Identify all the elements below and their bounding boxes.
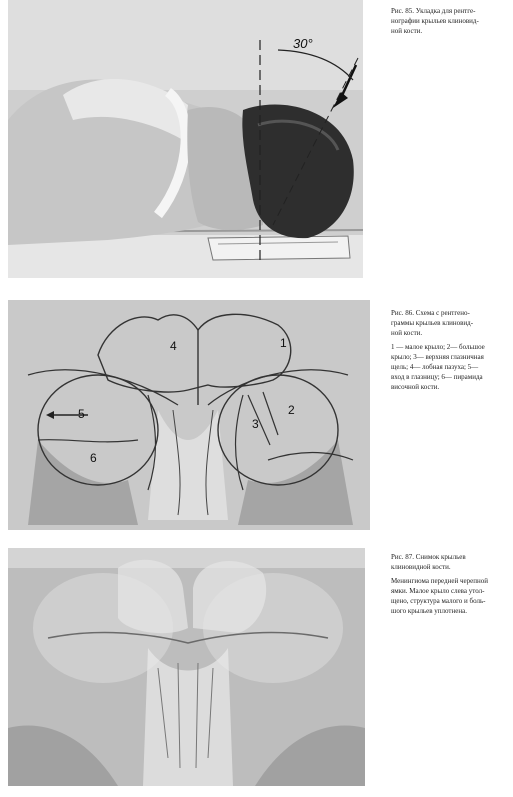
legend-line: щель; 4— лобная пазуха; 5— (391, 363, 479, 371)
label-4: 4 (170, 339, 177, 353)
caption-line: Рис. 87. Снимок крыльев (391, 553, 466, 561)
caption-line: ной кости. (391, 329, 423, 337)
legend-line: крыло; 3— верхняя глазничная (391, 353, 484, 361)
description-line: Менингиома передней черепной (391, 577, 488, 585)
caption-line: Рис. 85. Укладка для рентге- (391, 7, 476, 15)
figure-86-caption (391, 308, 503, 392)
legend-line: 1 — малое крыло; 2— большое (391, 343, 485, 351)
caption-line: Рис. 86. Схема с рентгено- (391, 309, 470, 317)
label-1: 1 (280, 336, 287, 350)
figure-85-caption (391, 6, 503, 36)
description-line: шого крыльев уплотнена. (391, 607, 467, 615)
figure-87-caption (391, 552, 503, 616)
description-line: ямки. Малое крыло слева утол- (391, 587, 485, 595)
patient-positioning-illustration (8, 0, 363, 278)
sphenoid-wings-scheme (8, 300, 370, 530)
caption-line: ной кости. (391, 27, 423, 35)
caption-line: граммы крыльев клиновид- (391, 319, 474, 327)
label-2: 2 (288, 403, 295, 417)
figure-86-legend (391, 342, 503, 392)
figure-85-photo (8, 0, 363, 278)
caption-line: клиновидной кости. (391, 563, 451, 571)
legend-line: вход в глазницу; 6— пирамида (391, 373, 483, 381)
figure-86-schematic (8, 300, 370, 530)
radiograph-image (8, 548, 365, 786)
caption-line: нографии крыльев клиновид- (391, 17, 479, 25)
label-3: 3 (252, 417, 259, 431)
label-5: 5 (78, 407, 85, 421)
description-line: щено, структура малого и боль- (391, 597, 486, 605)
figure-87-radiograph (8, 548, 365, 786)
figure-87-description (391, 576, 503, 616)
angle-label: 30° (293, 36, 313, 51)
legend-line: височной кости. (391, 383, 440, 391)
label-6: 6 (90, 451, 97, 465)
